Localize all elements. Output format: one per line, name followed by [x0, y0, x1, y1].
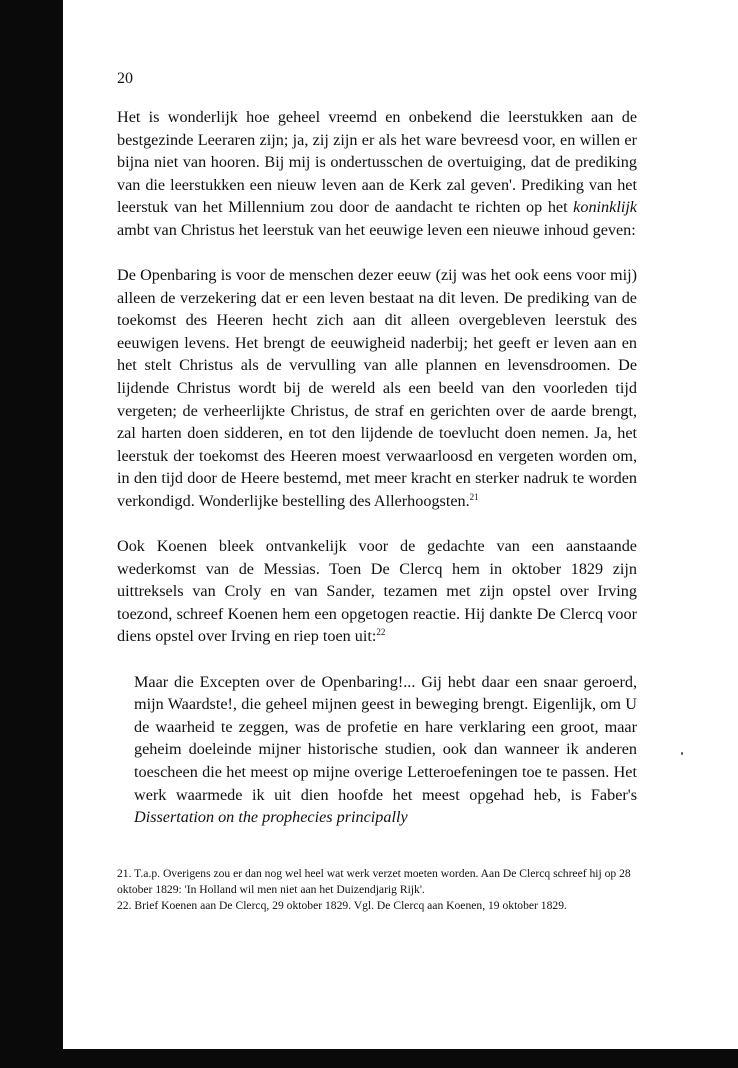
- paragraph-1-text-b: ambt van Christus het leerstuk van het eeuwige leven een nieuwe inhoud geven:: [117, 220, 636, 239]
- scan-left-border: [0, 0, 63, 1068]
- paragraph-3: [117, 535, 637, 648]
- block-quote: [134, 671, 637, 829]
- paragraph-1: [117, 106, 637, 242]
- scan-speck: [681, 752, 683, 755]
- footnote-ref-21[interactable]: 21: [469, 492, 479, 502]
- footnote-22: 22. Brief Koenen aan De Clercq, 29 oktober 1829. Vgl. De Clercq aan Koenen, 19 oktober 1829.: [117, 899, 567, 912]
- paragraph-1-emphasis: koninklijk: [573, 198, 637, 217]
- block-quote-paragraph: [134, 671, 637, 829]
- paragraph-3-text: Ook Koenen bleek ontvankelijk voor de gedachte van een aanstaande wederkomst van de Messias. Toen De Clercq hem in oktober 1829 zijn uittreksels van Croly en van Sander, tezamen met zijn opstel over Irving toezond, schreef Koenen hem een opgetogen reactie. Hij dankte De Clercq voor diens opstel over Irving en riep toen uit:: [117, 537, 637, 646]
- block-quote-title: Dissertation on the prophecies principally: [134, 808, 408, 827]
- paragraph-2: [117, 264, 637, 513]
- page-body: [117, 106, 637, 829]
- page-number: 20: [117, 70, 133, 87]
- footnote-21: 21. T.a.p. Overigens zou er dan nog wel heel wat werk verzet moeten worden. Aan De Clercq schreef hij op 28 oktober 1829: 'In Holland wil men niet aan het Duizendjarig Rijk'.: [117, 867, 631, 896]
- footnote-ref-22[interactable]: 22: [376, 627, 386, 638]
- block-quote-text: Maar die Excepten over de Openbaring!... Gij hebt daar een snaar geroerd, mijn Waardste!, die geheel mijnen geest in beweging brengt. Eigenlijk, om U de waarheid te zeggen, was de profetie en hare verklaring een groot, maar geheim doeleinde mijner historische studien, ook dan wanneer ik anderen toescheen die het meest op mijne overige Letteroefeningen toe te passen. Het werk waarmede ik uit dien hoofde het meest opgehad heb, is Faber's: [134, 672, 637, 804]
- paragraph-1-text-a: Het is wonderlijk hoe geheel vreemd en onbekend die leerstukken aan de bestgezinde Leeraren zijn; ja, zij zijn er als het ware bevreesd voor, en willen er bijna niet van hooren. Bij mij is ondertusschen de overtuiging, dat de prediking van die leerstukken een nieuw leven aan de Kerk zal geven'. Prediking van het leerstuk van het Millennium zou door de aandacht te richten op het: [117, 108, 637, 217]
- paragraph-2-text: De Openbaring is voor de menschen dezer eeuw (zij was het ook eens voor mij) alleen de verzekering dat er een leven bestaat na dit leven. De prediking van de toekomst des Heeren hecht zich aan dit alleen overgebleven leerstuk des eeuwigen levens. Het brengt de eeuwigheid naderbij; het geeft er leven aan en het stelt Christus als de vervulling van alle plannen en levensdroomen. De lijdende Christus wordt bij de wereld als een beeld van den voorleden tijd vergeten; de verheerlijkte Christus, de straf en gerichten over de aarde brengt, zal harten doen sidderen, en tot den lijdende de toevlucht doen nemen. Ja, het leerstuk der toekomst des Heeren moest verwaarloosd en vergeten worden om, in den tijd door de Heere bestemd, met meer kracht en sterker nadruk te worden verkondigd. Wonderlijke bestelling des Allerhoogsten.: [117, 266, 637, 510]
- footnotes: [117, 866, 641, 914]
- scan-bottom-border: [0, 1049, 738, 1068]
